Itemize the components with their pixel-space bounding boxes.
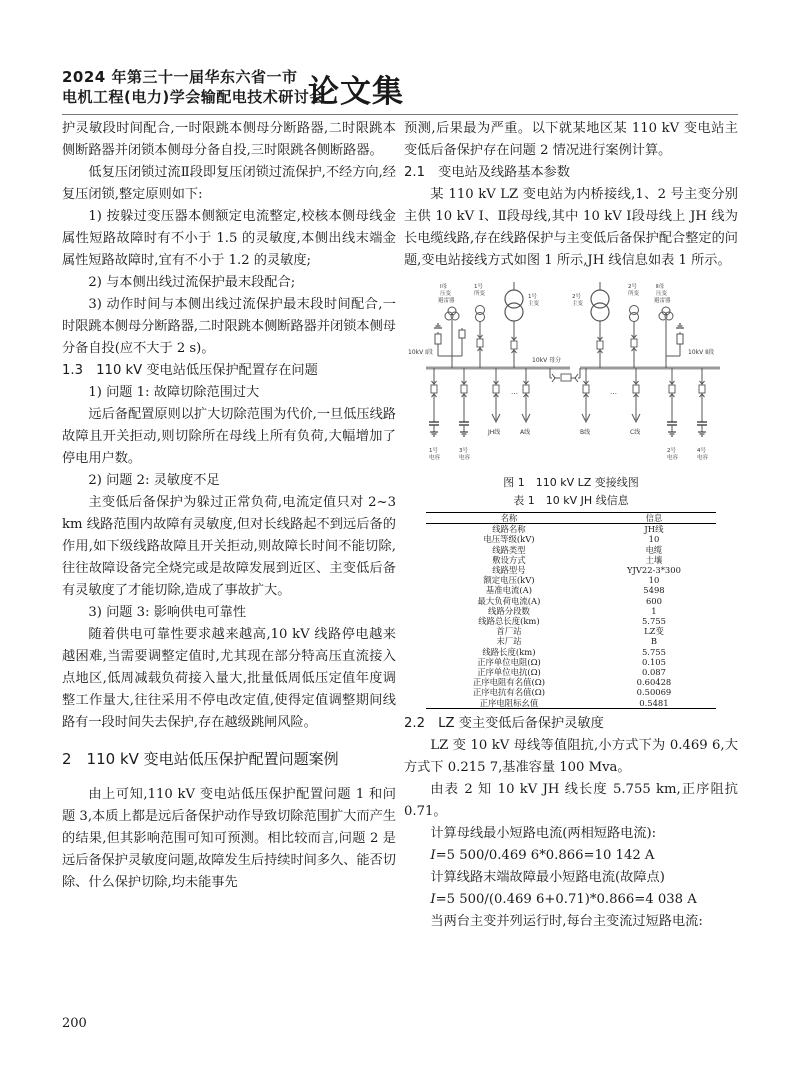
mt2-label-b: 主变	[572, 301, 584, 307]
table-row	[426, 677, 716, 687]
pt1-label-c: 避雷器	[438, 298, 455, 304]
cap-1-label-a: 1号	[429, 448, 438, 454]
pt2-label-a: Ⅱ母	[656, 284, 665, 290]
right-column	[404, 118, 738, 933]
section-heading-1-3: 1.3 110 kV 变电站低压保护配置存在问题	[62, 363, 318, 378]
paragraph: 护灵敏段时间配合,一时限跳本侧母分断路器,二时限跳本侧断路器并闭锁本侧母分备自投,三时限跳各侧断路器。	[62, 121, 396, 158]
table-cell-value: 600	[645, 595, 662, 606]
table-cell-value: 5.755	[641, 646, 666, 657]
table-cell-name: 线路长度(km)	[482, 646, 536, 657]
table-cell-value: B	[650, 636, 658, 647]
st2-label-b: 所变	[628, 291, 640, 297]
table-cell-name: 敷设方式	[492, 554, 526, 565]
main-transformer-1	[505, 282, 523, 368]
table-cell-name: 正序单位电阻(Ω)	[477, 656, 541, 667]
cap-1-label-b: 电容	[429, 455, 441, 461]
formula-2-var: I	[430, 891, 436, 907]
table-row	[426, 596, 716, 606]
st1-label-b: 所变	[474, 291, 486, 297]
table-header-row	[426, 513, 716, 524]
feeder-c	[632, 368, 640, 422]
paragraph: 当两台主变并列运行时,每台主变流过短路电流:	[430, 913, 703, 929]
table-cell-name: 末厂站	[496, 636, 522, 647]
table-row	[426, 647, 716, 657]
pt2-label-c: 避雷器	[654, 298, 671, 304]
table-cell-name: 线路总长度(km)	[478, 616, 540, 627]
mt2-label-a: 2号	[572, 294, 581, 300]
station-transformer-1	[476, 306, 485, 369]
table-cell-name: 基准电流(A)	[485, 585, 532, 596]
feeder-jh-label: JH线	[488, 429, 501, 436]
station-transformer-2	[630, 306, 639, 369]
table-row	[426, 534, 716, 544]
table-cell-name: 最大负荷电流(A)	[477, 595, 541, 606]
list-item: 2) 与本侧出线过流保护最末段配合;	[88, 275, 296, 290]
pt2-label-b: 压变	[656, 291, 668, 297]
table-cell-name: 正序电阻标幺值	[479, 697, 539, 708]
cap-4-branch	[697, 368, 707, 436]
table-cell-name: 首厂站	[496, 626, 522, 637]
table-cell-value: LZ变	[644, 626, 664, 637]
table-row	[426, 545, 716, 555]
feeder-a-label: A线	[520, 429, 531, 436]
substation-wiring-diagram	[404, 282, 738, 474]
table-row	[426, 606, 716, 616]
jh-line-info-table	[426, 512, 716, 709]
section-heading-2: 2 110 kV 变电站低压保护配置问题案例	[62, 750, 339, 768]
page-number: 200	[62, 1016, 87, 1031]
bus-ii-label: 10kV Ⅱ段	[688, 349, 715, 356]
table-row	[426, 698, 716, 709]
bus-tie-label: 10kV 母分	[532, 357, 562, 364]
table-cell-value: JH线	[644, 524, 664, 535]
list-item: 1) 按躲过变压器本侧额定电流整定,校核本侧母线金属性短路故障时有不小于 1.5 的灵敏度,本侧出线末端金属性短路故障时,宜有不小于 1.2 的灵敏度;	[62, 209, 396, 268]
bus-tie-breaker	[550, 368, 580, 382]
formula-1-var: I	[430, 847, 436, 863]
feeder-b	[582, 368, 590, 422]
paragraph: 计算线路末端故障最小短路电流(故障点)	[430, 869, 665, 885]
ellipsis-left: …	[511, 388, 518, 396]
st2-label-a: 2号	[628, 284, 637, 290]
table-cell-value: 0.60428	[636, 677, 672, 688]
table-cell-value: 电缆	[645, 544, 663, 555]
mt1-label-b: 主变	[528, 301, 540, 307]
problem-heading-2: 2) 问题 2: 灵敏度不足	[88, 473, 220, 488]
table-cell-value: 0.105	[641, 656, 666, 667]
table-cell-value: YJV22-3*300	[626, 565, 681, 576]
pt1-label-b: 压变	[440, 291, 452, 297]
table-cell-name: 正序电抗有名值(Ω)	[472, 687, 545, 698]
table-row	[426, 524, 716, 535]
figure-caption: 图 1 110 kV LZ 变接线图	[503, 476, 639, 489]
table-cell-name: 线路型号	[492, 565, 526, 576]
paragraph: 由表 2 知 10 kV JH 线长度 5.755 km,正序阻抗 0.71。	[404, 781, 738, 819]
section-heading-2-2: 2.2 LZ 变主变低后备保护灵敏度	[404, 715, 604, 731]
table-header-cell: 名称	[500, 513, 518, 523]
st1-label-a: 1号	[474, 284, 483, 290]
table-row	[426, 687, 716, 697]
table-cell-value: 5.755	[641, 616, 666, 627]
table-cell-name: 线路名称	[492, 524, 526, 535]
header-rule	[62, 114, 738, 115]
table-cell-value: 5498	[643, 585, 665, 596]
table-row	[426, 616, 716, 626]
table-row	[426, 626, 716, 636]
paragraph: 远后备配置原则以扩大切除范围为代价,一旦低压线路故障且开关拒动,则切除所在母线上所有负荷,大幅增加了停电用户数。	[62, 407, 396, 466]
feeder-b-label: B线	[580, 429, 591, 436]
formula-2	[404, 889, 738, 911]
bus-i-label: 10kV Ⅰ段	[408, 349, 433, 356]
ellipsis-right: …	[610, 388, 617, 396]
problem-heading-1: 1) 问题 1: 故障切除范围过大	[88, 385, 260, 400]
cap-4-label-a: 4号	[697, 448, 706, 454]
table-row	[426, 575, 716, 585]
table-cell-name: 正序电阻有名值(Ω)	[472, 677, 545, 688]
paragraph: 主变低后备保护为躲过正常负荷,电流定值只对 2~3 km 线路范围内故障有灵敏度,但对长线路起不到远后备的作用,如下级线路故障且开关拒动,则故障长时间不能切除,往往故障设备完全烧完或是故障发展到近区、主变低后备有灵敏度了才能切除,造成了事故扩大。	[62, 495, 396, 598]
bus-ii-pt-arrester	[659, 307, 684, 368]
paragraph: 计算母线最小短路电流(两相短路电流):	[430, 825, 657, 841]
table-cell-name: 额定电压(kV)	[483, 575, 535, 586]
cap-1-branch	[429, 368, 439, 436]
table-cell-name: 正序单位电抗(Ω)	[477, 667, 541, 678]
paragraph: 随着供电可靠性要求越来越高,10 kV 线路停电越来越困难,当需要调整定值时,尤其现在部分特高压直流接入点地区,低周减载负荷接入量大,批量低周低压定值年度调整工作量大,往往采用不停电改定值,使得定值调整期间线路有一段时间失去保护,存在越级跳闸风险。	[62, 627, 396, 730]
main-transformer-2	[591, 282, 609, 368]
table-caption: 表 1 10 kV JH 线信息	[513, 494, 629, 507]
table-cell-value: 0.5481	[639, 697, 669, 708]
cap-3-label-a: 3号	[459, 448, 468, 454]
table-row	[426, 657, 716, 667]
cap-4-label-b: 电容	[697, 455, 709, 461]
header-proceedings-title: 论文集	[308, 74, 404, 110]
table-row	[426, 636, 716, 646]
bus-i-pt-arrester	[434, 307, 465, 368]
pt1-label-a: Ⅰ母	[440, 284, 448, 290]
cap-2-label-a: 2号	[667, 448, 676, 454]
problem-heading-3: 3) 问题 3: 影响供电可靠性	[88, 605, 247, 620]
paragraph: 由上可知,110 kV 变电站低压保护配置问题 1 和问题 3,本质上都是远后备保护动作导致切除范围扩大而产生的结果,但其影响范围可知可预测。相比较而言,问题 2 是远后备保护灵敏度问题,故障发生后持续时间多久、能否切除、什么保护切除,均未能事先	[62, 787, 396, 890]
table-row	[426, 585, 716, 595]
feeder-a	[522, 368, 530, 422]
header-line-1: 2024 年第三十一届华东六省一市	[62, 68, 298, 86]
cap-2-label-b: 电容	[667, 455, 679, 461]
formula-1	[404, 845, 738, 867]
list-item: 3) 动作时间与本侧出线过流保护最末段时间配合,一时限跳本侧母分断路器,二时限跳本侧断路器并闭锁本侧母分备自投(应不大于 2 s)。	[62, 297, 396, 356]
table-cell-value: 1	[651, 605, 657, 616]
paragraph: 低复压闭锁过流Ⅱ段即复压闭锁过流保护,不经方向,经复压闭锁,整定原则如下:	[62, 165, 396, 202]
left-column	[62, 118, 396, 894]
header-line-2: 电机工程(电力)学会输配电技术研讨会	[62, 88, 325, 106]
section-heading-2-1: 2.1 变电站及线路基本参数	[404, 165, 571, 180]
table-header-cell: 信息	[645, 513, 663, 523]
table-cell-name: 电压等级(kV)	[483, 534, 535, 545]
table-row	[426, 555, 716, 565]
paragraph: 某 110 kV LZ 变电站为内桥接线,1、2 号主变分别主供 10 kV Ⅰ、Ⅱ段母线,其中 10 kV Ⅰ段母线上 JH 线为长电缆线路,存在线路保护与主变低后备保护配合整定的问题,变电站接线方式如图 1 所示,JH 线信息如表 1 所示。	[404, 187, 738, 268]
table-cell-name: 线路分段数	[488, 605, 530, 616]
table-cell-name: 线路类型	[492, 544, 526, 555]
paragraph: LZ 变 10 kV 母线等值阻抗,小方式下为 0.469 6,大方式下 0.215 7,基准容量 100 Mva。	[404, 737, 738, 775]
feeder-c-label: C线	[630, 429, 641, 436]
formula-1-body: =5 500/0.469 6*0.866=10 142 A	[435, 847, 655, 863]
table-cell-value: 0.50069	[636, 687, 672, 698]
cap-3-label-b: 电容	[459, 455, 471, 461]
paragraph: 预测,后果最为严重。以下就某地区某 110 kV 变电站主变低后备保护存在问题 2 情况进行案例计算。	[404, 121, 738, 158]
cap-2-branch	[667, 368, 677, 436]
table-cell-value: 0.087	[641, 667, 666, 678]
cap-3-branch	[459, 368, 469, 436]
table-cell-value: 10	[648, 534, 660, 545]
table-cell-value: 10	[648, 575, 660, 586]
table-cell-value: 土壤	[645, 554, 663, 565]
table-row	[426, 565, 716, 575]
formula-2-body: =5 500/(0.469 6+0.71)*0.866=4 038 A	[435, 891, 697, 907]
feeder-jh	[492, 368, 500, 422]
table-row	[426, 667, 716, 677]
mt1-label-a: 1号	[528, 294, 537, 300]
